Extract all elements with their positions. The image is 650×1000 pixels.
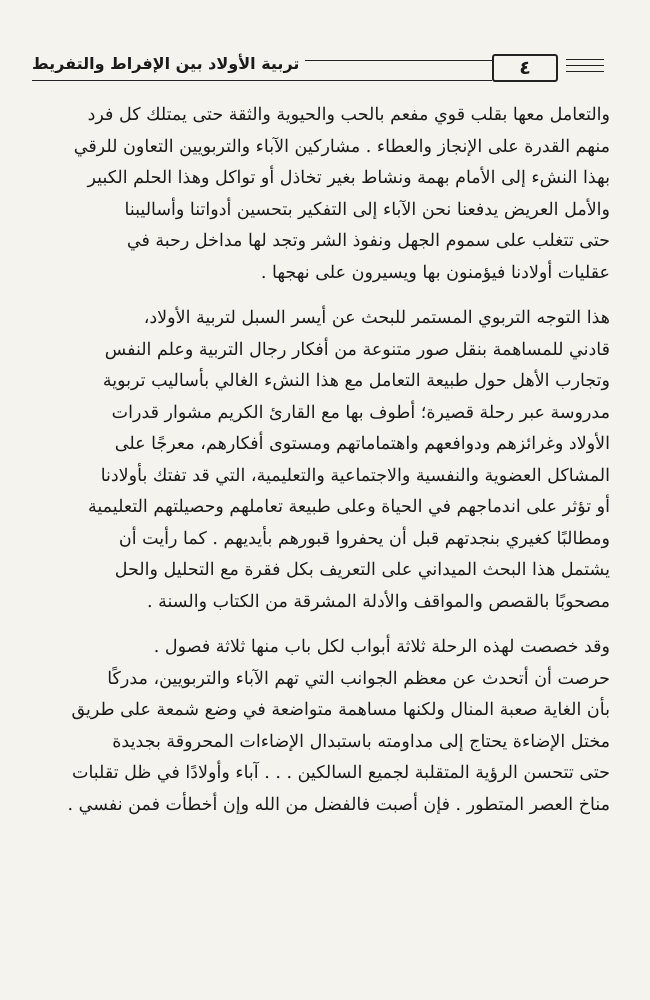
paragraph-2	[38, 303, 610, 618]
text-line: مناخ العصر المتطور . فإن أصبت فالفضل من الله وإن أخطأت فمن نفسي .	[67, 794, 610, 815]
text-line: وتجارب الأهل حول طبيعة التعامل مع هذا النشء الغالي بأساليب تربوية	[102, 371, 610, 391]
text-line: يشتمل هذا البحث الميداني على التعريف بكل فقرة مع التحليل والحل	[114, 560, 610, 580]
header-ornament-line-1	[566, 59, 604, 60]
header-rule-bottom	[32, 80, 492, 81]
text-line: ومطالبًا كغيري بنجدتهم قبل أن يحفروا قبورهم بأيديهم . كما رأيت أن	[118, 528, 610, 549]
text-line: عقليات أولادنا فيؤمنون بها ويسيرون على نهجها .	[260, 262, 610, 283]
text-line: أو تؤثر على اندماجهم في الحياة وعلى طبيعة تعاملهم وحصيلتهم التعليمية	[88, 497, 610, 517]
text-line: هذا التوجه التربوي المستمر للبحث عن أيسر السبل لتربية الأولاد،	[143, 308, 610, 328]
body-text	[38, 100, 610, 821]
text-line: حتى تتحسن الرؤية المتقلبة لجميع السالكين . . . آباء وأولادًا في ظل تقلبات	[71, 763, 610, 783]
page-header	[0, 52, 650, 92]
page-number-box	[492, 54, 558, 82]
text-line: المشاكل العضوية والنفسية والاجتماعية والتعليمية، التي قد تفتك بأولادنا	[100, 465, 610, 486]
header-rule-top	[305, 60, 492, 61]
paragraph-3	[38, 632, 610, 821]
running-title: تربية الأولاد بين الإفراط والتفريط	[32, 54, 300, 73]
text-line: بهذا النشء إلى الأمام بهمة ونشاط بغير تخاذل أو تواكل وهذا الحلم الكبير	[87, 168, 610, 188]
text-line: حرصت أن أتحدث عن معظم الجوانب التي تهم الآباء والتربويين، مدركًا	[107, 668, 610, 689]
page-number: ٤	[519, 56, 531, 79]
text-line: بأن الغاية صعبة المنال ولكنها مساهمة متواضعة في وضع شمعة على طريق	[71, 700, 610, 720]
paragraph-1	[38, 100, 610, 289]
text-line: والأمل العريض يدفعنا نحن الآباء إلى التفكير بتحسين أدواتنا وأساليبنا	[124, 199, 610, 220]
text-line: مصحوبًا بالقصص والمواقف والأدلة المشرقة من الكتاب والسنة .	[147, 591, 610, 612]
text-line: منهم القدرة على الإنجاز والعطاء . مشاركين الآباء والتربويين التعاون للرقي	[73, 136, 610, 157]
text-line: مختل الإضاءة يحتاج إلى مداومته باستبدال الإضاءات المحروقة بجديدة	[112, 731, 610, 752]
text-line: وقد خصصت لهذه الرحلة ثلاثة أبواب لكل باب منها ثلاثة فصول .	[153, 637, 610, 657]
header-ornament-line-3	[566, 71, 604, 72]
text-line: والتعامل معها بقلب قوي مفعم بالحب والحيوية والثقة حتى يمتلك كل فرد	[87, 105, 610, 125]
text-line: حتى تتغلب على سموم الجهل ونفوذ الشر وتجد لها مداخل رحبة في	[126, 231, 610, 251]
text-line: قادني للمساهمة بنقل صور متنوعة من أفكار رجال التربية وعلم النفس	[104, 339, 610, 360]
header-ornament-line-2	[566, 65, 604, 66]
text-line: الأولاد وغرائزهم ودوافعهم واهتماماتهم ومستوى أفكارهم، معرجًا على	[114, 434, 610, 454]
text-line: مدروسة عبر رحلة قصيرة؛ أطوف بها مع القارئ الكريم مشوار قدرات	[111, 402, 610, 423]
